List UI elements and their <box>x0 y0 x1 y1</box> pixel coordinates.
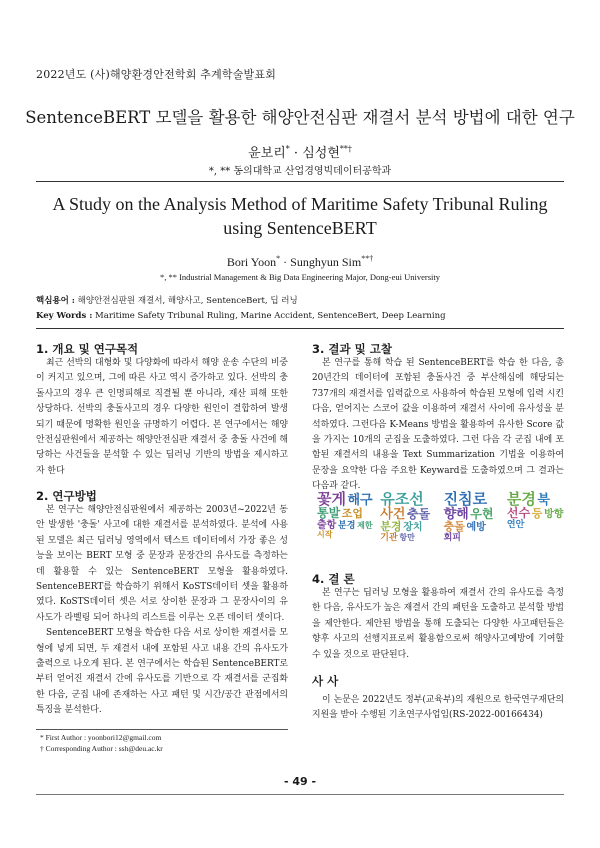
keywords-en: Maritime Safety Tribunal Ruling, Marine Accident, SentenceBert, Deep Learning <box>95 311 446 321</box>
wordcloud-word: 우현 <box>470 507 494 521</box>
author-1: 윤보리 <box>248 146 286 161</box>
section-heading-conclusion: 4. 결 론 <box>312 572 355 586</box>
affiliation-english: *, ** Industrial Management & Big Data Engineering Major, Dong-eui University <box>159 272 441 282</box>
paragraph: 이 논문은 2022년도 정부(교육부)의 재원으로 한국연구재단의 지원을 받아 수행된 기초연구사업임(RS-2022-00166434) <box>312 695 564 721</box>
wordcloud-word: 조업 <box>341 507 364 520</box>
keywords-kr: 해양안전심판원 재결서, 해양사고, SentenceBert, 딥 러닝 <box>77 296 298 306</box>
keywords-block <box>36 294 446 324</box>
wordcloud-word: 진침로 <box>443 490 488 508</box>
section-acknowledgment-body <box>312 693 564 724</box>
wordcloud-word: 분경 <box>380 520 402 533</box>
title-divider <box>36 181 564 182</box>
wordcloud-word: 사건 <box>380 507 406 522</box>
wordcloud-word: 제한 <box>357 521 373 530</box>
paragraph: 본 연구는 해양안전심판원에서 제공하는 2003년~2022년 동안 발생한 '충돌' 사고에 대한 재결서를 분석하였다. 분석에 사용된 모델은 최근 딥러닝 영역에서 텍스트 데이터에서 가장 좋은 성능을 보이는 BERT 모형 중 문장과 문장간의 유사도를 측정하는 데 활용할 수 있는 SentenceBERT 모형을 활용하였다. SentenceBERT를 학습하기 위해서 KoSTS데이터 셋을 활용하였다. KoSTS데이터 셋은 서로 상이한 문장과 그 문장사이의 유사도가 라벨링 되어 하나의 리스트를 이루는 오픈 데이터 셋이다. <box>36 505 288 623</box>
author-2-en: Sunghyun Sim <box>290 255 362 269</box>
section-heading-method: 2. 연구방법 <box>36 489 97 503</box>
wordcloud-word: 선수 <box>506 506 531 520</box>
paper-title-korean: SentenceBERT 모델을 활용한 해양안전심판 재결서 분석 방법에 대한 연구 <box>25 108 575 127</box>
author-1-en-mark: * <box>276 254 281 263</box>
author-2: 심성현 <box>302 146 340 161</box>
wordcloud-panel <box>507 490 564 530</box>
keywords-kr-label: 핵심용어 : <box>36 296 75 306</box>
wordcloud-word: 북 <box>537 493 550 508</box>
wordcloud-word: 유조선 <box>380 490 424 508</box>
wordcloud-word: 꽃게 <box>317 490 346 508</box>
wordcloud-word: 향해 <box>443 507 469 522</box>
wordcloud-word: 시작 <box>317 530 333 539</box>
wordcloud-figure <box>316 490 566 550</box>
author-1-en: Bori Yoon <box>226 255 277 269</box>
affiliation-korean: *, ** 동의대학교 산업경영빅데이터공학과 <box>208 166 392 177</box>
author-2-en-mark: **† <box>361 254 374 263</box>
wordcloud-word: 장치 <box>403 522 423 533</box>
wordcloud-word: 충돌 <box>443 520 465 533</box>
footnote-text: First Author : yoonbori12@gmail.com <box>45 733 162 742</box>
footnote <box>40 733 163 744</box>
footnotes <box>40 733 163 754</box>
author-2-mark: **† <box>339 144 352 154</box>
wordcloud-word: 해구 <box>347 493 373 508</box>
footnote-divider <box>36 729 288 730</box>
keywords-divider <box>36 328 564 329</box>
paragraph: 최근 선박의 대형화 및 다양화에 따라서 해양 운송 수단의 비중이 커지고 있으며, 그에 따른 사고 역시 증가하고 있다. 선박의 충돌사고의 경우 큰 인명피해로 직결될 뿐 아니라, 재산 피해 또한 상당하다. 선박의 충돌사고의 경우 다양한 원인이 결합하여 발생 되기 때문에 명확한 원인을 규명하기 어렵다. 본 연구에서는 해양안전심판원에서 제공하는 해양안전심판 재결서 중 충돌 사건에 해당하는 사건들을 분석할 수 있는 딥러닝 기반의 방법을 제시하고자 한다 <box>36 358 288 476</box>
wordcloud-word: 기관 <box>380 533 398 543</box>
footnote-text: Corresponding Author : ssh@deu.ac.kr <box>45 743 163 753</box>
author-1-mark: * <box>285 144 290 154</box>
section-overview-body <box>36 356 288 479</box>
wordcloud-panel <box>379 490 430 543</box>
paragraph: 본 연구는 딥러닝 모형을 활용하여 재결서 간의 유사도를 측정한 다음, 유사도가 높은 재결서 간의 패턴을 도출하고 분석할 방법을 제안한다. 제안된 방법을 통해 도출되는 다양한 사고패턴들은 향후 사고의 선행지표로써 활용함으로써 해양사고예방에 기여할 수 있을 것으로 판단된다. <box>312 588 564 660</box>
section-method-body <box>36 503 288 719</box>
author-separator-en: · <box>280 255 291 269</box>
footnote-mark: † <box>40 743 44 753</box>
section-heading-results: 3. 결과 및 고찰 <box>312 342 392 356</box>
paragraph: SentenceBERT 모형을 학습한 다음 서로 상이한 재결서를 모형에 넣게 되면, 두 재결서 내에 포함된 사고 내용 간의 유사도가 출력으로 나오게 된다. 본 연구에서는 학습된 SentenceBERT로부터 얻어진 재결서 간에 유사도를 기반으로 각 재결서를 군집화 한 다음, 군집 내에 존재하는 사고 패턴 및 시간/공간 관점에서의 특징을 분석한다. <box>36 628 288 716</box>
wordcloud-word: 등 <box>531 507 543 520</box>
section-conclusion-body <box>312 586 564 663</box>
wordcloud-word: 항만 <box>399 533 415 542</box>
keywords-en-label: Key Words : <box>36 311 93 321</box>
wordcloud-word: 통발 <box>317 506 341 520</box>
wordcloud-word: 회피 <box>443 533 461 543</box>
section-heading-overview: 1. 개요 및 연구목적 <box>36 342 139 356</box>
wordcloud-word: 분경 <box>506 490 536 508</box>
wordcloud-panel <box>316 490 373 539</box>
section-heading-acknowledgment: 사 사 <box>312 674 339 688</box>
wordcloud-word: 예방 <box>466 522 486 533</box>
wordcloud-word: 출항 <box>317 520 337 531</box>
conference-header: 2022년도 (사)해양환경안전학회 추계학술발표회 <box>36 68 277 81</box>
author-separator: · <box>289 146 303 161</box>
wordcloud-word: 방향 <box>544 509 564 520</box>
wordcloud-word: 충돌 <box>407 507 431 521</box>
wordcloud-panel <box>443 490 494 543</box>
footnote-mark: * <box>40 733 44 742</box>
footnote <box>40 744 163 755</box>
page-footer-rule <box>36 794 564 795</box>
wordcloud-word: 연안 <box>506 520 525 530</box>
page-number: - 49 - <box>283 775 317 788</box>
section-results-body <box>312 356 564 495</box>
authors-korean <box>0 142 600 161</box>
wordcloud-word: 분경 <box>338 521 356 531</box>
paragraph: 본 연구를 통해 학습 된 SentenceBERT를 학습 한 다음, 총 20년간의 데이터에 포함된 충돌사건 중 부산해심에 해당되는 737개의 재결서를 입력값으로 사용하여 학습된 모형에 입력 시킨 다음, 얻어지는 스코어 값을 이용하여 재결서 사이에 유사성을 분석하였다. 그런다음 K-Means 방법을 활용하여 유사한 Score 값을 가지는 10개의 군집을 도출하였다. 그런 다음 각 군집 내에 포함된 재결서의 내용을 Text Summarization 기법을 이용하여 문장을 요약한 다음 주요한 Keyward를 도출하였으며 그 결과는 다음과 같다. <box>312 358 564 492</box>
paper-title-english: A Study on the Analysis Method of Maritime Safety Tribunal Ruling using SentenceBERT <box>52 194 548 238</box>
authors-english <box>0 254 600 270</box>
